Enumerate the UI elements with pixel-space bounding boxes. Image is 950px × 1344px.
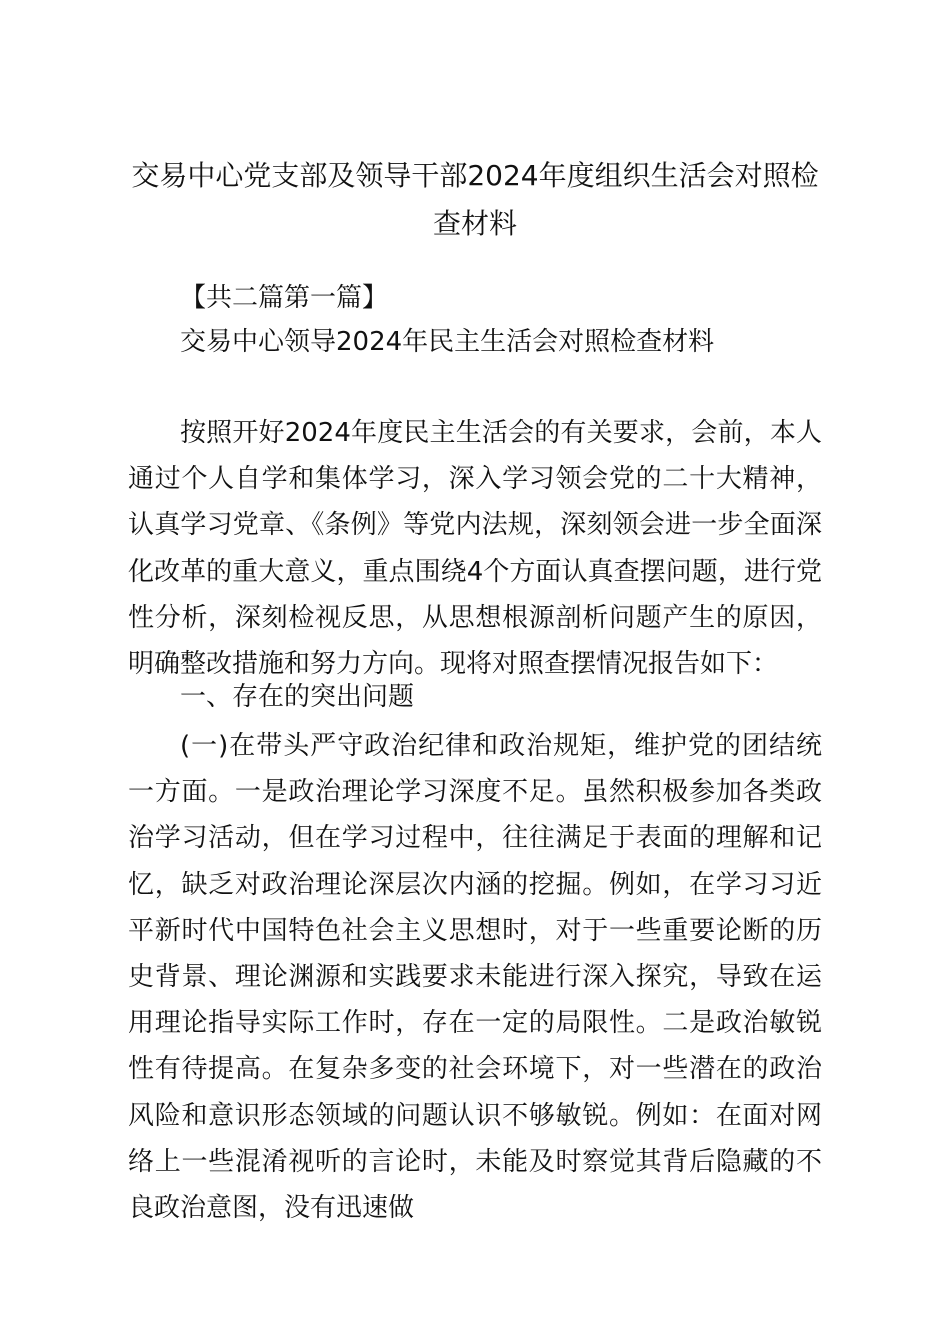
intro-paragraph: 按照开好2024年度民主生活会的有关要求，会前，本人通过个人自学和集体学习，深入学习领会党的二十大精神，认真学习党章、《条例》等党内法规，深刻领会进一步全面深化改革的重大意义，重点围绕4个方面认真查摆问题，进行党性分析，深刻检视反思，从思想根源剖析问题产生的原因，明确整改措施和努力方向。现将对照查摆情况报告如下： <box>128 418 822 680</box>
document-subtitle: 交易中心领导2024年民主生活会对照检查材料 <box>180 327 715 357</box>
section-paragraph: (一)在带头严守政治纪律和政治规矩，维护党的团结统一方面。一是政治理论学习深度不足。虽然积极参加各类政治学习活动，但在学习过程中，往往满足于表面的理解和记忆，缺乏对政治理论深层次内涵的挖掘。例如，在学习习近平新时代中国特色社会主义思想时，对于一些重要论断的历史背景、理论渊源和实践要求未能进行深入探究，导致在运用理论指导实际工作时，存在一定的局限性。二是政治敏锐性有待提高。在复杂多变的社会环境下，对一些潜在的政治风险和意识形态领域的问题认识不够敏锐。例如：在面对网络上一些混淆视听的言论时，未能及时察觉其背后隐藏的不良政治意图，没有迅速做 <box>128 731 822 1224</box>
section-heading: 一、存在的突出问题 <box>180 682 415 712</box>
series-label: 【共二篇第一篇】 <box>180 283 389 313</box>
document-title: 交易中心党支部及领导干部2024年度组织生活会对照检查材料 <box>131 159 819 240</box>
